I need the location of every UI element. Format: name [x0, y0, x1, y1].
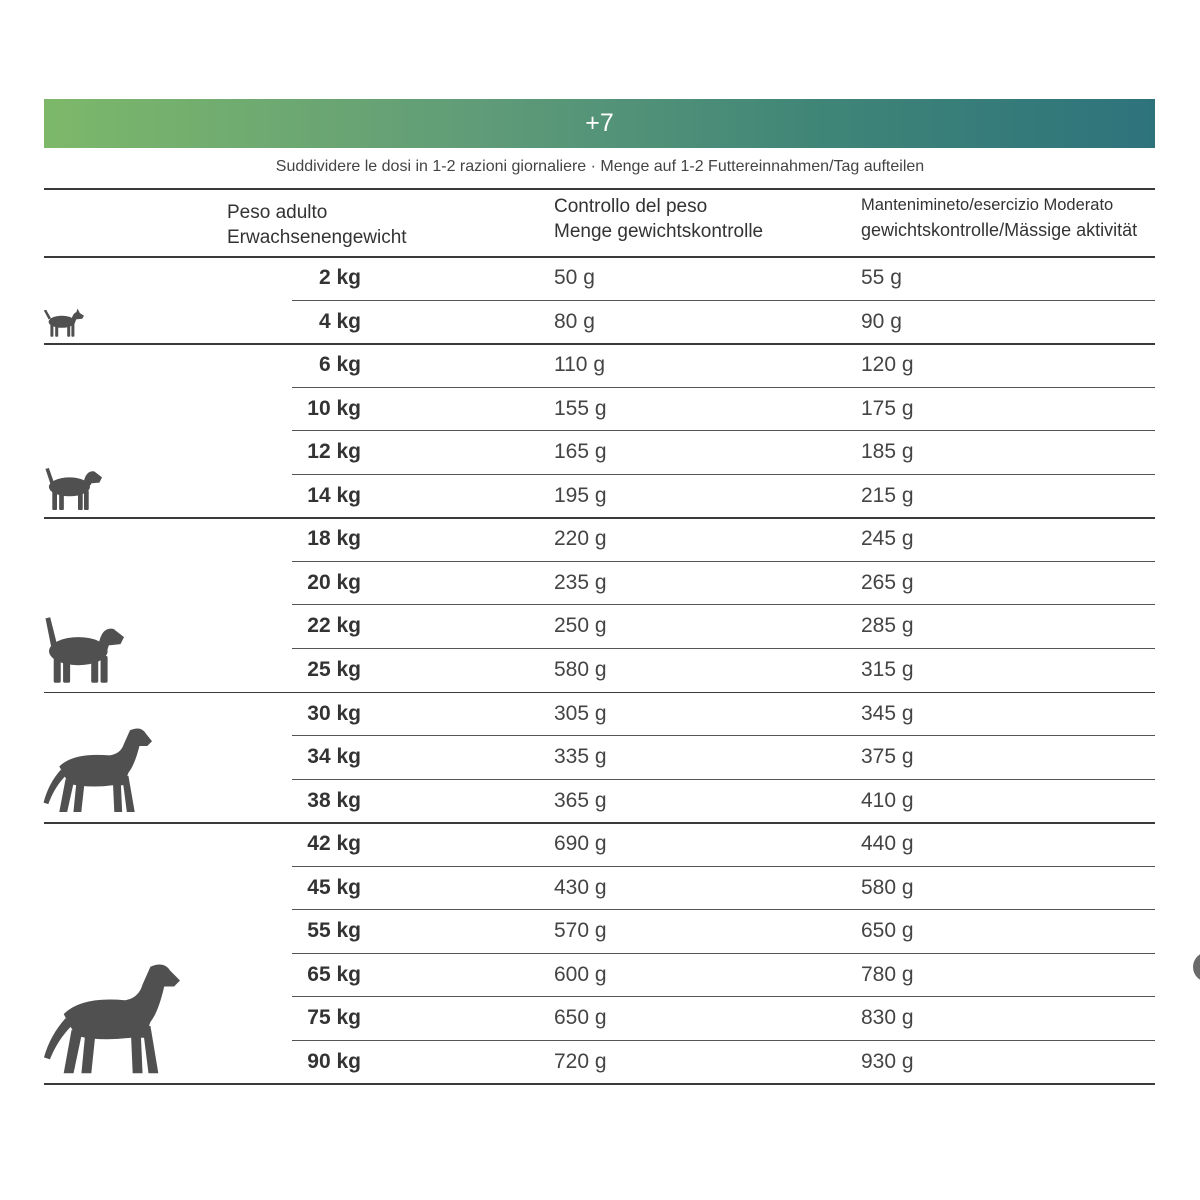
row-weight-control: 690 g — [554, 832, 607, 856]
row-weight-control: 365 g — [554, 788, 607, 812]
row-divider — [292, 387, 1155, 388]
row-divider — [292, 300, 1155, 301]
row-weight: 42 kg — [307, 832, 361, 856]
dog-small-icon — [42, 460, 102, 512]
header-weight: Peso adulto Erwachsenengewicht — [227, 202, 407, 248]
row-weight-control: 50 g — [554, 266, 595, 289]
row-weight: 20 kg — [307, 570, 361, 594]
dog-giant-icon — [42, 958, 180, 1078]
row-maintenance: 215 g — [861, 483, 914, 507]
dog-large-icon — [42, 720, 152, 816]
edge-circle — [1193, 952, 1200, 982]
row-divider — [292, 561, 1155, 562]
row-weight-control: 720 g — [554, 1049, 607, 1073]
row-weight: 4 kg — [318, 309, 361, 333]
row-weight: 10 kg — [307, 396, 361, 420]
row-divider — [292, 866, 1155, 867]
row-weight: 6 kg — [318, 353, 361, 377]
row-divider — [292, 430, 1155, 431]
row-maintenance: 375 g — [861, 745, 914, 769]
row-weight: 30 kg — [307, 701, 361, 725]
row-weight-control: 80 g — [554, 309, 595, 333]
row-weight-control: 580 g — [554, 657, 607, 681]
row-divider — [292, 953, 1155, 954]
banner — [44, 99, 1155, 148]
row-weight-control: 235 g — [554, 570, 607, 594]
row-divider — [292, 648, 1155, 649]
row-weight-control: 600 g — [554, 962, 607, 986]
row-weight-control: 155 g — [554, 396, 607, 420]
row-maintenance: 245 g — [861, 527, 914, 551]
row-maintenance: 285 g — [861, 614, 914, 638]
row-maintenance: 780 g — [861, 962, 914, 986]
row-maintenance: 345 g — [861, 701, 914, 725]
row-weight: 12 kg — [307, 440, 361, 464]
header-col2: Mantenimineto/esercizio Moderato gewichtskontrolle/Mässige aktivität — [861, 196, 1138, 240]
row-weight-control: 335 g — [554, 745, 607, 769]
row-weight-control: 110 g — [554, 353, 605, 377]
row-weight-control: 165 g — [554, 440, 607, 464]
row-weight-control: 570 g — [554, 919, 607, 943]
row-maintenance: 440 g — [861, 832, 914, 856]
row-weight: 34 kg — [307, 745, 361, 769]
header-bottom-rule — [44, 256, 1155, 258]
dog-xs-icon — [42, 302, 84, 338]
row-divider — [292, 474, 1155, 475]
row-weight: 38 kg — [307, 788, 361, 812]
group-divider — [44, 822, 1155, 824]
header-col1: Controllo del peso Menge gewichtskontrolle — [554, 196, 764, 242]
row-divider — [292, 779, 1155, 780]
group-divider — [44, 343, 1155, 345]
row-maintenance: 55 g — [861, 266, 902, 289]
group-divider — [44, 692, 1155, 694]
row-maintenance: 120 g — [861, 353, 914, 377]
row-maintenance: 265 g — [861, 570, 914, 594]
row-divider — [292, 996, 1155, 997]
row-maintenance: 410 g — [861, 788, 914, 812]
row-weight-control: 650 g — [554, 1006, 607, 1030]
row-weight: 45 kg — [307, 875, 361, 899]
group-divider — [44, 517, 1155, 519]
row-weight: 75 kg — [307, 1006, 361, 1030]
row-weight: 22 kg — [307, 614, 361, 638]
banner-title: +7 — [585, 109, 614, 137]
row-divider — [292, 909, 1155, 910]
row-weight: 18 kg — [307, 527, 361, 551]
row-weight: 2 kg — [318, 266, 361, 289]
row-maintenance: 580 g — [861, 875, 914, 899]
row-maintenance: 90 g — [861, 309, 902, 333]
subtitle: Suddividere le dosi in 1-2 razioni giornaliere · Menge auf 1-2 Futtereinnahmen/Tag aufteilen — [275, 158, 925, 175]
row-maintenance: 175 g — [861, 396, 914, 420]
row-divider — [292, 735, 1155, 736]
row-weight: 25 kg — [307, 657, 361, 681]
row-maintenance: 830 g — [861, 1006, 914, 1030]
row-weight-control: 250 g — [554, 614, 607, 638]
row-weight-control: 195 g — [554, 483, 607, 507]
row-maintenance: 315 g — [861, 657, 914, 681]
row-weight: 90 kg — [307, 1049, 361, 1073]
table-top-rule — [44, 188, 1155, 190]
group-divider — [44, 1083, 1155, 1085]
row-weight-control: 430 g — [554, 875, 607, 899]
row-weight-control: 220 g — [554, 527, 607, 551]
row-maintenance: 930 g — [861, 1049, 914, 1073]
row-weight: 14 kg — [307, 483, 361, 507]
row-maintenance: 185 g — [861, 440, 914, 464]
row-maintenance: 650 g — [861, 919, 914, 943]
row-weight-control: 305 g — [554, 701, 607, 725]
dog-medium-icon — [42, 614, 124, 686]
row-weight: 65 kg — [307, 962, 361, 986]
row-divider — [292, 1040, 1155, 1041]
row-weight: 55 kg — [307, 919, 361, 943]
row-divider — [292, 604, 1155, 605]
